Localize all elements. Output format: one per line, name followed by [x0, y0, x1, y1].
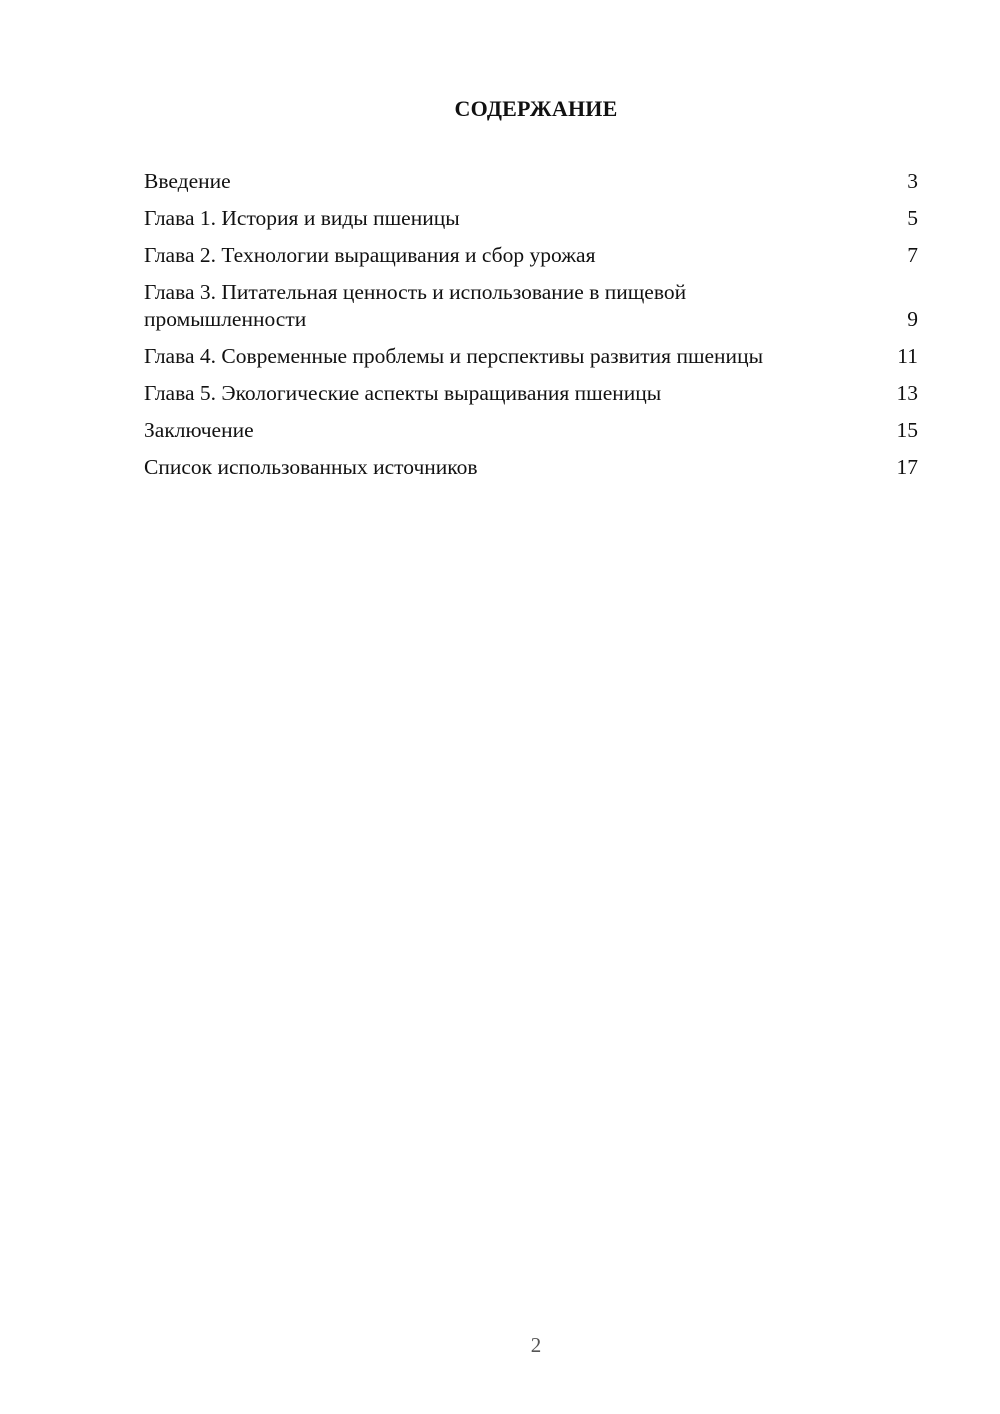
toc-entry-chapter-1: [144, 205, 918, 232]
page-number: 2: [530, 1333, 542, 1357]
table-of-contents: [144, 168, 918, 491]
toc-entry-page: 7: [907, 243, 918, 267]
toc-entry-title: Глава 4. Современные проблемы и перспективы развития пшеницы: [144, 344, 764, 368]
toc-entry-page: 17: [896, 455, 918, 479]
toc-entry-title: Глава 5. Экологические аспекты выращивания пшеницы: [144, 381, 662, 405]
toc-entry-conclusion: [144, 417, 918, 444]
toc-entry-title: Список использованных источников: [144, 455, 478, 479]
toc-entry-page: 9: [907, 307, 918, 331]
toc-entry-title: Заключение: [144, 418, 254, 442]
toc-entry-title: Глава 2. Технологии выращивания и сбор урожая: [144, 243, 596, 267]
toc-entry-title: Глава 1. История и виды пшеницы: [144, 206, 460, 230]
toc-entry-introduction: [144, 168, 918, 195]
toc-entry-chapter-3: [144, 279, 918, 333]
toc-entry-chapter-5: [144, 380, 918, 407]
toc-entry-page: 11: [897, 344, 918, 368]
toc-entry-page: 13: [896, 381, 918, 405]
toc-entry-title: Глава 3. Питательная ценность и использование в пищевой промышленности: [144, 280, 687, 331]
toc-entry-chapter-2: [144, 242, 918, 269]
toc-entry-page: 5: [907, 206, 918, 230]
toc-entry-page: 3: [907, 169, 918, 193]
toc-heading: СОДЕРЖАНИЕ: [454, 96, 618, 121]
toc-entry-page: 15: [896, 418, 918, 442]
toc-entry-title: Введение: [144, 169, 231, 193]
toc-entry-chapter-4: [144, 343, 918, 370]
toc-entry-references: [144, 454, 918, 481]
